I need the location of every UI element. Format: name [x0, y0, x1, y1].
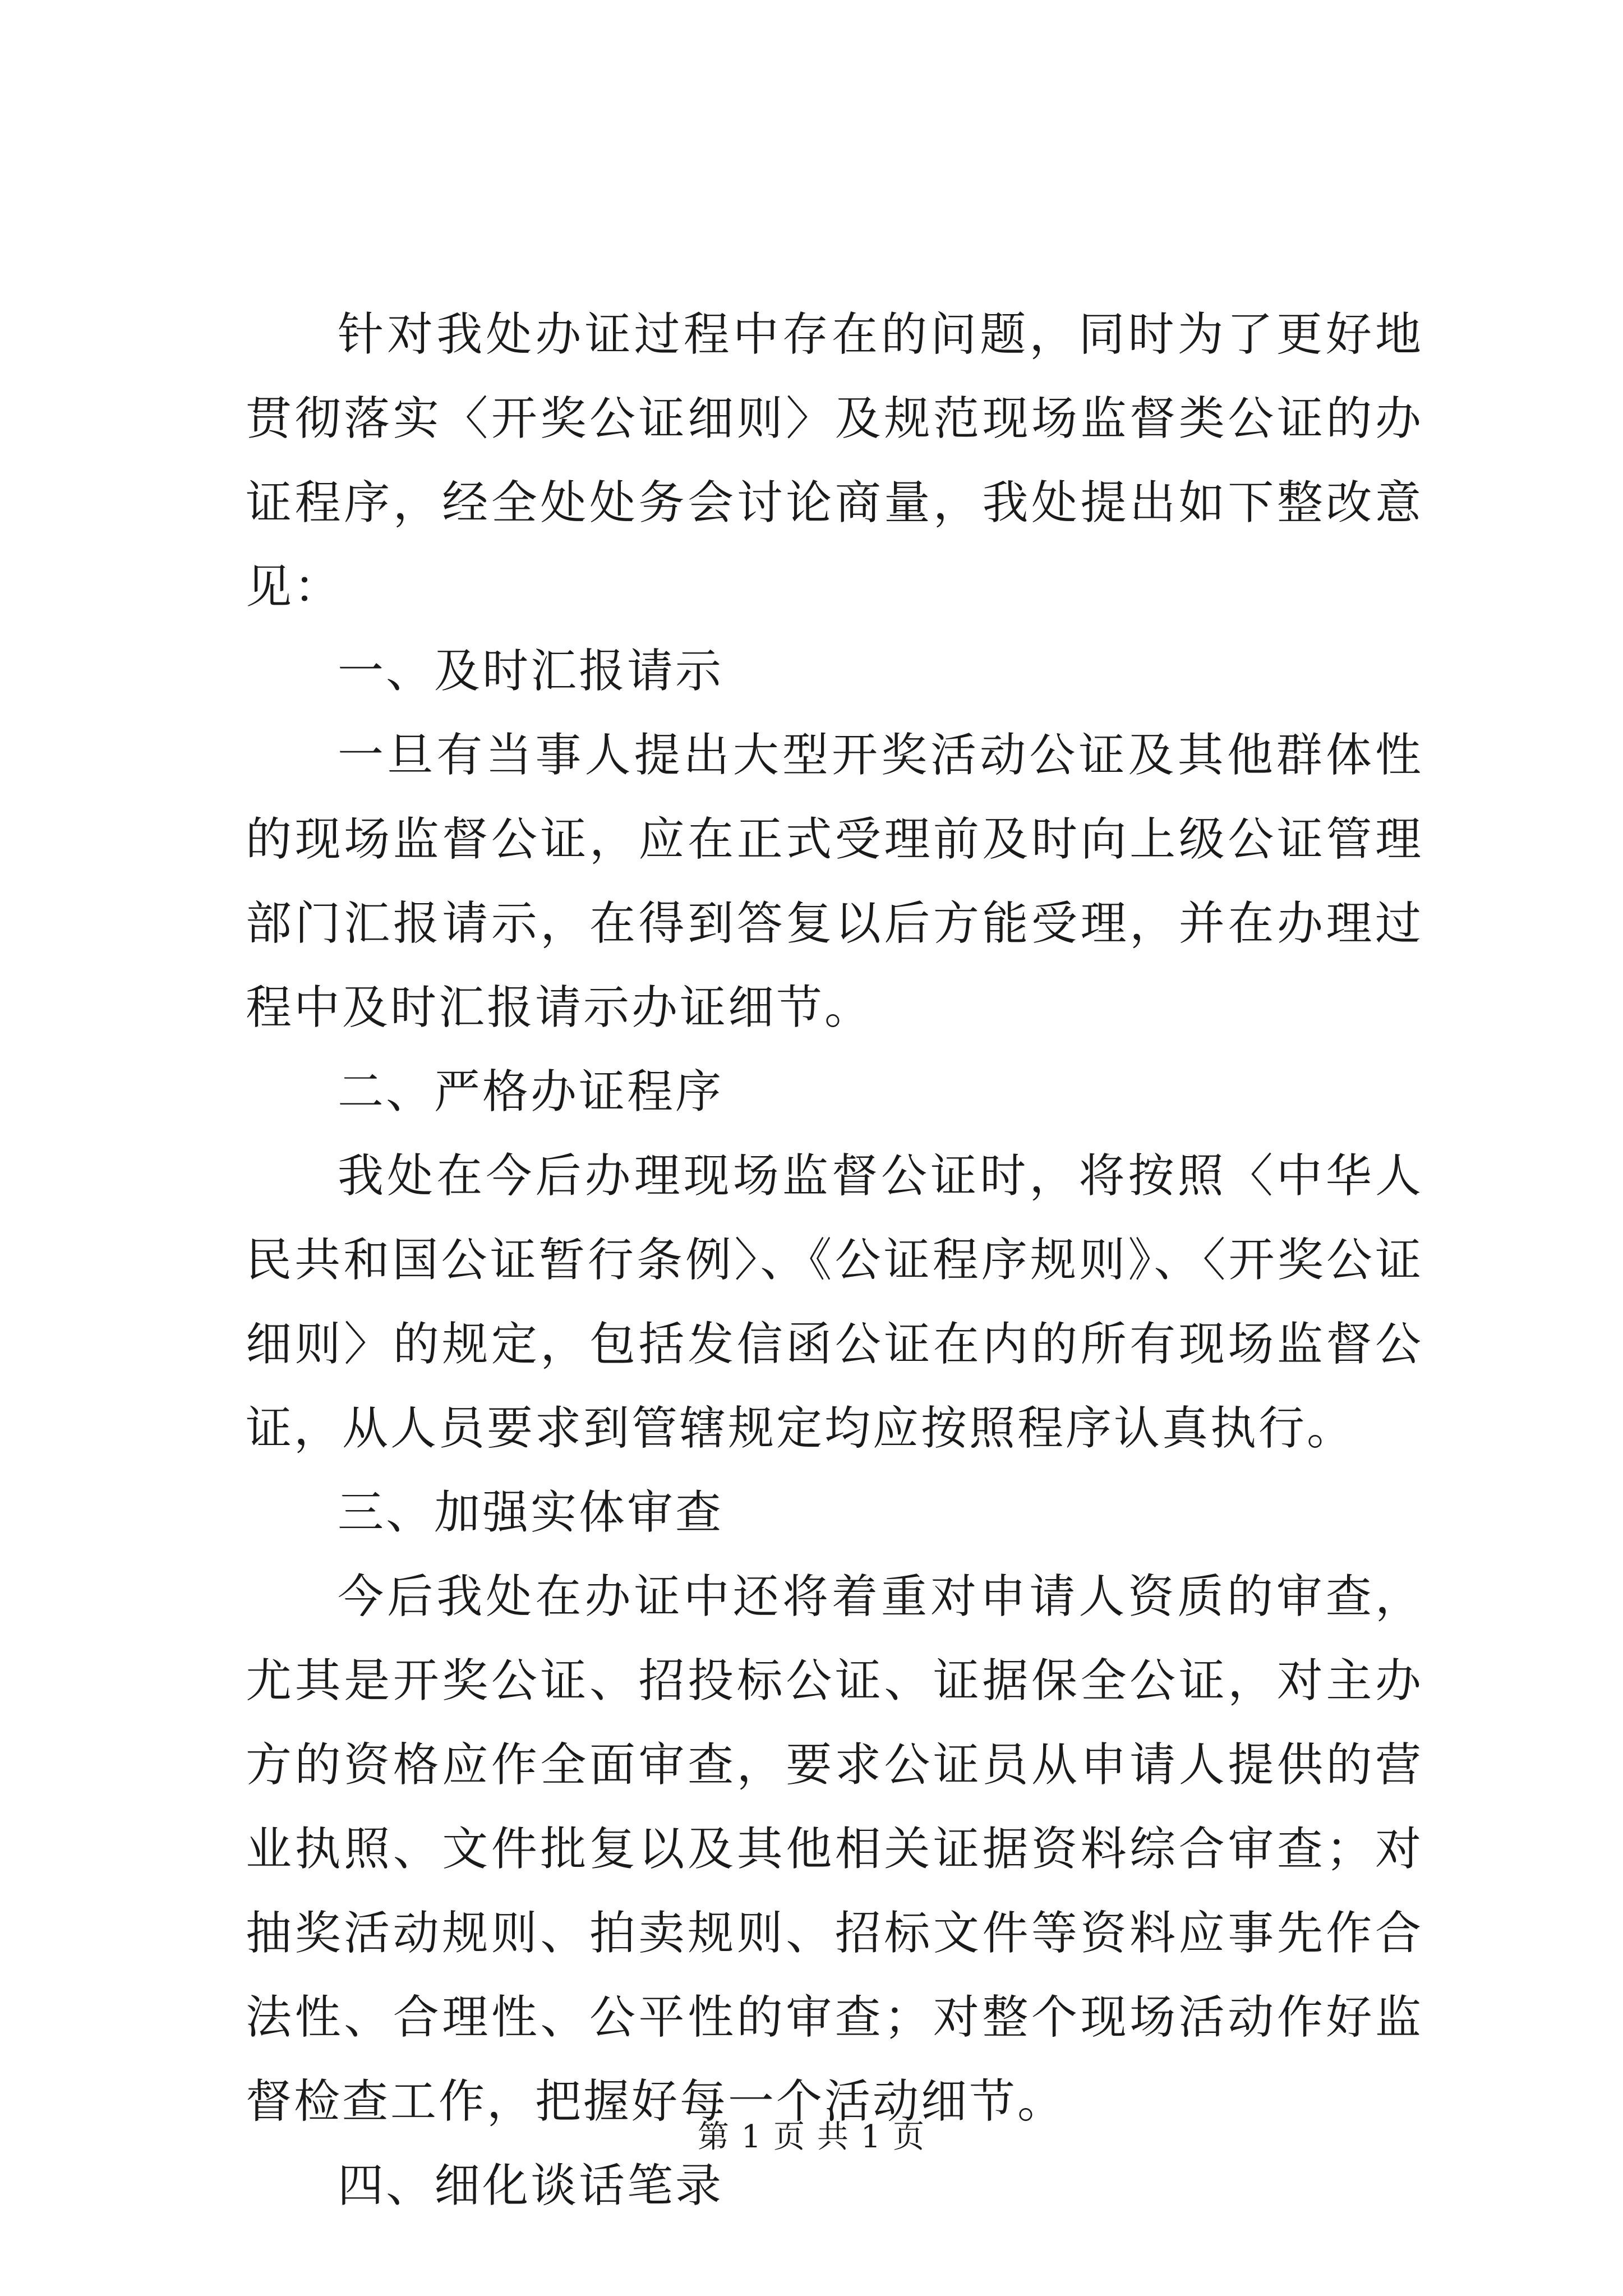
document-body	[246, 293, 1423, 2228]
section-paragraph-1: 一旦有当事人提出大型开奖活动公证及其他群体性的现场监督公证，应在正式受理前及时向上级公证管理部门汇报请示，在得到答复以后方能受理，并在办理过程中及时汇报请示办证细节。	[246, 729, 1423, 1034]
section-heading-2: 二、严格办证程序	[338, 1065, 724, 1119]
intro-paragraph: 针对我处办证过程中存在的问题，同时为了更好地贯彻落实〈开奖公证细则〉及规范现场监督类公证的办证程序，经全处处务会讨论商量，我处提出如下整改意见：	[246, 308, 1423, 614]
section-heading-3: 三、加强实体审查	[338, 1486, 724, 1539]
page-footer: 第 1 页 共 1 页	[697, 2119, 926, 2155]
section-paragraph-2: 我处在今后办理现场监督公证时，将按照〈中华人民共和国公证暂行条例〉、《公证程序规则》、〈开奖公证细则〉的规定，包括发信函公证在内的所有现场监督公证，从人员要求到管辖规定均应按照程序认真执行。	[246, 1149, 1423, 1455]
section-heading-4: 四、细化谈话笔录	[338, 2159, 724, 2212]
section-heading-1: 一、及时汇报请示	[338, 645, 724, 698]
section-paragraph-3: 今后我处在办证中还将着重对申请人资质的审查，尤其是开奖公证、招投标公证、证据保全公证，对主办方的资格应作全面审查，要求公证员从申请人提供的营业执照、文件批复以及其他相关证据资料综合审查；对抽奖活动规则、拍卖规则、招标文件等资料应事先作合法性、合理性、公平性的审查；对整个现场活动作好监督检查工作，把握好每一个活动细节。	[246, 1570, 1423, 2128]
